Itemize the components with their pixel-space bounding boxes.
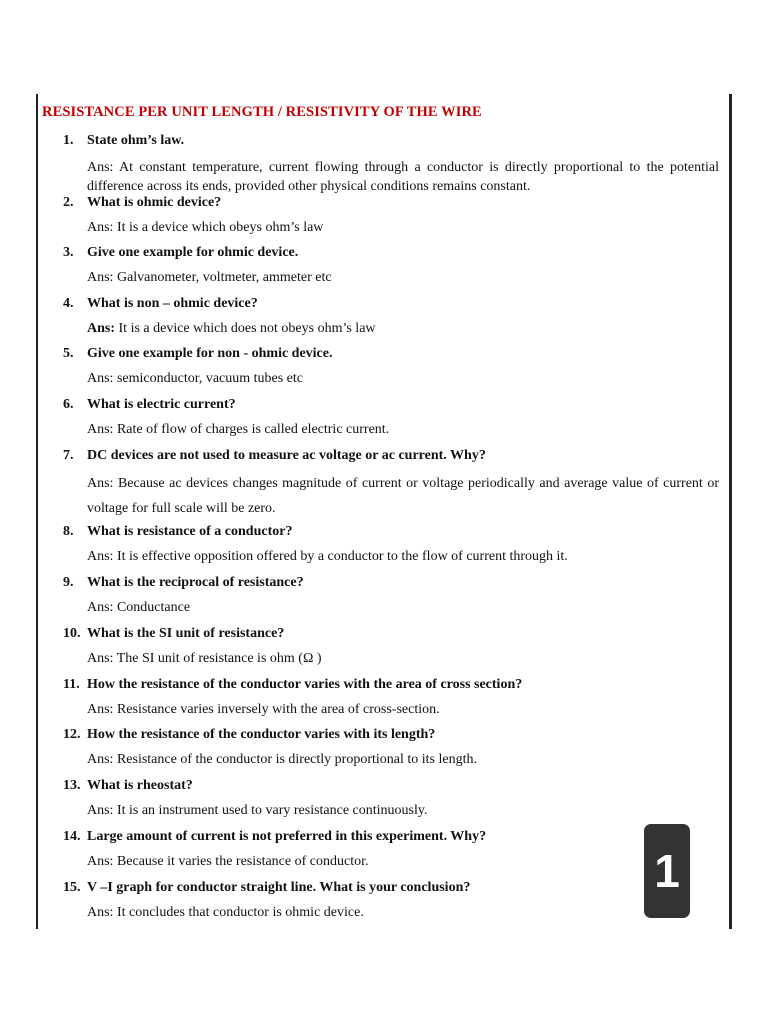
answer-prefix: Ans: bbox=[87, 476, 118, 491]
answer-prefix: Ans: bbox=[87, 549, 117, 564]
answer-prefix: Ans: bbox=[87, 270, 117, 285]
answer-prefix: Ans: bbox=[87, 160, 119, 175]
question-row bbox=[63, 828, 719, 846]
question-row bbox=[63, 194, 719, 212]
answer-row bbox=[87, 903, 719, 922]
question-number: 2. bbox=[63, 195, 74, 210]
question-text: What is the reciprocal of resistance? bbox=[87, 575, 304, 590]
answer-text: It concludes that conductor is ohmic device. bbox=[116, 905, 364, 920]
page-number-badge bbox=[644, 824, 690, 918]
qa-item-6 bbox=[63, 396, 719, 447]
question-row bbox=[63, 345, 719, 363]
answer-text: Rate of flow of charges is called electric current. bbox=[116, 422, 390, 437]
answer-prefix: Ans: bbox=[87, 220, 117, 235]
question-text: Large amount of current is not preferred in this experiment. Why? bbox=[87, 829, 487, 844]
question-row bbox=[63, 447, 719, 465]
question-text: State ohm’s law. bbox=[87, 133, 185, 148]
question-number: 1. bbox=[63, 133, 74, 148]
answer-prefix: Ans: bbox=[87, 651, 117, 666]
answer-text: Resistance varies inversely with the area of cross-section. bbox=[116, 702, 440, 717]
question-number: 7. bbox=[63, 448, 74, 463]
question-text: What is ohmic device? bbox=[87, 195, 222, 210]
answer-prefix: Ans: bbox=[87, 905, 117, 920]
qa-item-11 bbox=[63, 676, 719, 726]
question-row bbox=[63, 574, 719, 592]
answer-row bbox=[87, 801, 719, 820]
question-number: 14. bbox=[63, 829, 81, 844]
answer-text: Because ac devices changes magnitude of current or voltage periodically and average value of current or voltage for full scale will be zero. bbox=[87, 476, 719, 516]
answer-text: The SI unit of resistance is ohm (Ω ) bbox=[116, 651, 322, 666]
page-title: RESISTANCE PER UNIT LENGTH / RESISTIVITY OF THE WIRE bbox=[42, 104, 482, 120]
right-border-line bbox=[729, 94, 732, 929]
qa-item-1 bbox=[63, 132, 719, 194]
question-text: What is non – ohmic device? bbox=[87, 296, 258, 311]
answer-row bbox=[87, 750, 719, 769]
question-text: What is the SI unit of resistance? bbox=[87, 626, 285, 641]
page-number: 1 bbox=[654, 845, 680, 897]
qa-item-15 bbox=[63, 879, 719, 925]
question-number: 12. bbox=[63, 727, 81, 742]
question-row bbox=[63, 523, 719, 541]
answer-row bbox=[87, 158, 719, 196]
question-row bbox=[63, 879, 719, 897]
answer-text: Because it varies the resistance of conductor. bbox=[116, 854, 369, 869]
question-text: What is electric current? bbox=[87, 397, 236, 412]
answer-text: It is an instrument used to vary resistance continuously. bbox=[116, 803, 428, 818]
question-text: Give one example for non - ohmic device. bbox=[87, 346, 333, 361]
answer-prefix: Ans: bbox=[87, 702, 117, 717]
question-row bbox=[63, 676, 719, 694]
question-text: DC devices are not used to measure ac voltage or ac current. Why? bbox=[87, 448, 486, 463]
answer-row bbox=[87, 649, 719, 668]
question-number: 10. bbox=[63, 626, 81, 641]
question-row bbox=[63, 132, 719, 150]
answer-prefix: Ans: bbox=[87, 422, 117, 437]
question-number: 5. bbox=[63, 346, 74, 361]
question-row bbox=[63, 396, 719, 414]
question-row bbox=[63, 295, 719, 313]
answer-row bbox=[87, 547, 719, 566]
answer-prefix: Ans: bbox=[87, 600, 117, 615]
question-number: 6. bbox=[63, 397, 74, 412]
question-text: Give one example for ohmic device. bbox=[87, 245, 299, 260]
qa-list bbox=[63, 132, 719, 925]
answer-text: Conductance bbox=[116, 600, 191, 615]
answer-prefix: Ans: bbox=[87, 371, 117, 386]
qa-item-14 bbox=[63, 828, 719, 879]
question-text: How the resistance of the conductor varies with its length? bbox=[87, 727, 436, 742]
answer-text: It is a device which does not obeys ohm’s law bbox=[118, 321, 376, 336]
answer-row bbox=[87, 369, 719, 388]
question-number: 11. bbox=[63, 677, 80, 692]
question-number: 9. bbox=[63, 575, 74, 590]
qa-item-9 bbox=[63, 574, 719, 625]
answer-row bbox=[87, 268, 719, 287]
answer-text: semiconductor, vacuum tubes etc bbox=[116, 371, 303, 386]
question-number: 15. bbox=[63, 880, 81, 895]
answer-prefix: Ans: bbox=[87, 752, 117, 767]
answer-prefix: Ans: bbox=[87, 321, 119, 336]
answer-text: It is a device which obeys ohm’s law bbox=[116, 220, 324, 235]
question-text: How the resistance of the conductor varies with the area of cross section? bbox=[87, 677, 523, 692]
qa-item-12 bbox=[63, 726, 719, 777]
qa-item-5 bbox=[63, 345, 719, 396]
question-number: 3. bbox=[63, 245, 74, 260]
answer-text: At constant temperature, current flowing through a conductor is directly proportional to the potential difference across its ends, provided other physical conditions remains constant. bbox=[87, 160, 719, 194]
answer-row bbox=[87, 471, 719, 521]
qa-item-13 bbox=[63, 777, 719, 828]
question-number: 13. bbox=[63, 778, 81, 793]
answer-text: It is effective opposition offered by a conductor to the flow of current through it. bbox=[116, 549, 568, 564]
answer-row bbox=[87, 420, 719, 439]
answer-text: Resistance of the conductor is directly proportional to its length. bbox=[116, 752, 477, 767]
qa-item-7 bbox=[63, 447, 719, 523]
qa-item-8 bbox=[63, 523, 719, 574]
question-text: V –I graph for conductor straight line. What is your conclusion? bbox=[87, 880, 471, 895]
answer-prefix: Ans: bbox=[87, 854, 117, 869]
left-border-line bbox=[36, 94, 38, 929]
answer-row bbox=[87, 218, 719, 237]
question-number: 8. bbox=[63, 524, 74, 539]
answer-row bbox=[87, 852, 719, 871]
qa-item-4 bbox=[63, 295, 719, 345]
answer-prefix: Ans: bbox=[87, 803, 117, 818]
question-row bbox=[63, 244, 719, 262]
answer-row bbox=[87, 700, 719, 719]
qa-item-3 bbox=[63, 244, 719, 295]
question-number: 4. bbox=[63, 296, 74, 311]
answer-text: Galvanometer, voltmeter, ammeter etc bbox=[116, 270, 332, 285]
qa-item-2 bbox=[63, 194, 719, 244]
question-text: What is rheostat? bbox=[87, 778, 193, 793]
answer-row bbox=[87, 319, 719, 338]
question-text: What is resistance of a conductor? bbox=[87, 524, 293, 539]
question-row bbox=[63, 777, 719, 795]
qa-item-10 bbox=[63, 625, 719, 676]
answer-row bbox=[87, 598, 719, 617]
question-row bbox=[63, 625, 719, 643]
question-row bbox=[63, 726, 719, 744]
